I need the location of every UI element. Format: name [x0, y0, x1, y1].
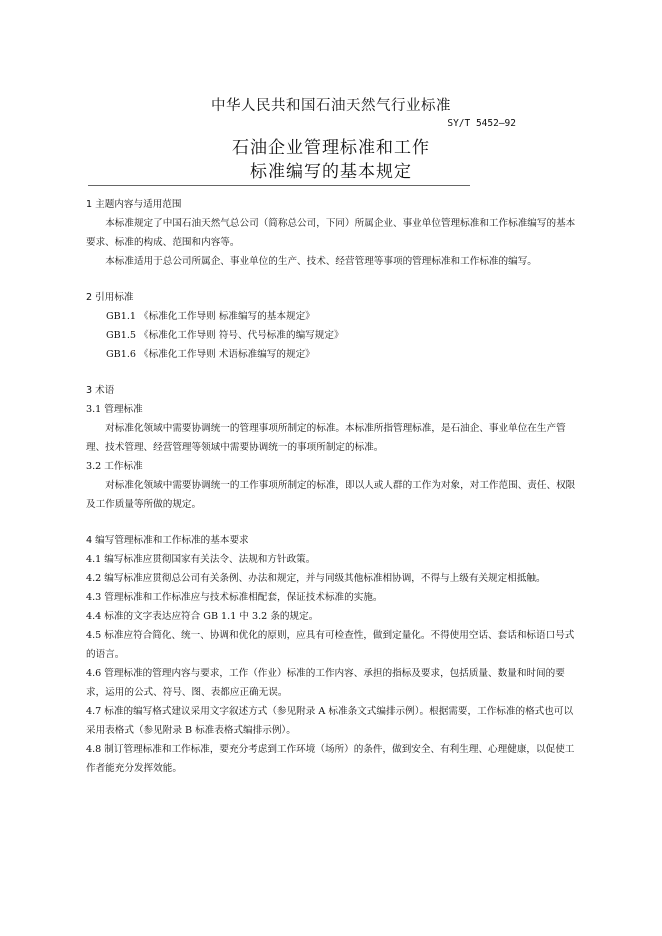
reference-item: GB1.1 《标准化工作导则 标准编写的基本规定》 [106, 311, 315, 322]
document-title-line-2: 标准编写的基本规定 [250, 162, 412, 182]
section-1-paragraph-1: 本标准规定了中国石油天然气总公司（简称总公司，下同）所属企业、事业单位管理标准和工作标准编写的基本要求、标准的构成、范围和内容等。 [86, 218, 576, 248]
section-3-heading: 3 术语 [86, 385, 115, 396]
requirement-item: 4.3 管理标准和工作标准应与技术标准相配套，保证技术标准的实施。 [86, 592, 383, 603]
document-body [86, 195, 580, 778]
section-1-paragraph-2: 本标准适用于总公司所属企、事业单位的生产、技术、经营管理等事项的管理标准和工作标准的编写。 [105, 256, 537, 267]
document-title-line-1: 石油企业管理标准和工作 [232, 138, 430, 158]
title-divider [88, 185, 470, 186]
term-3-1-heading: 3.1 管理标准 [86, 404, 143, 415]
requirement-item: 4.1 编写标准应贯彻国家有关法令、法规和方针政策。 [86, 554, 316, 565]
requirement-item: 4.8 制订管理标准和工作标准，要充分考虑到工作环境（场所）的条件，做到安全、有利生理、心理健康，以促使工作者能充分发挥效能。 [86, 744, 575, 774]
term-3-2-heading: 3.2 工作标准 [86, 461, 143, 472]
requirement-item: 4.4 标准的文字表达应符合 GB 1.1 中 3.2 条的规定。 [86, 611, 319, 622]
section-2-heading: 2 引用标准 [86, 292, 134, 303]
reference-item: GB1.5 《标准化工作导则 符号、代号标准的编写规定》 [106, 330, 344, 341]
issuer-title: 中华人民共和国石油天然气行业标准 [211, 98, 451, 114]
requirement-item: 4.5 标准应符合简化、统一、协调和优化的原则，应具有可检查性，做到定量化。不得使用空话、套话和标语口号式的语言。 [86, 630, 575, 660]
requirement-item: 4.2 编写标准应贯彻总公司有关条例、办法和规定，并与同级其他标准相协调，不得与上级有关规定相抵触。 [86, 573, 546, 584]
term-3-1-definition: 对标准化领域中需要协调统一的管理事项所制定的标准。本标准所指管理标准，是石油企、事业单位在生产管理、技术管理、经营管理等领域中需要协调统一的事项所制定的标准。 [86, 423, 566, 453]
section-1-heading: 1 主题内容与适用范围 [86, 199, 182, 210]
requirement-item: 4.6 管理标准的管理内容与要求，工作（作业）标准的工作内容、承担的指标及要求，包括质量、数量和时间的要求，运用的公式、符号、图、表都应正确无误。 [86, 668, 565, 698]
standard-code: SY/T 5452—92 [447, 118, 516, 129]
section-4-heading: 4 编写管理标准和工作标准的基本要求 [86, 535, 249, 546]
requirement-item: 4.7 标准的编写格式建议采用文字叙述方式（参见附录 A 标准条文式编排示例）。根据需要，工作标准的格式也可以采用表格式（参见附录 B 标准表格式编排示例）。 [86, 706, 574, 736]
term-3-2-definition: 对标准化领域中需要协调统一的工作事项所制定的标准，即以人或人群的工作为对象，对工作范围、责任、权限及工作质量等所做的规定。 [86, 480, 576, 510]
reference-item: GB1.6 《标准化工作导则 术语标准编写的规定》 [106, 349, 315, 360]
